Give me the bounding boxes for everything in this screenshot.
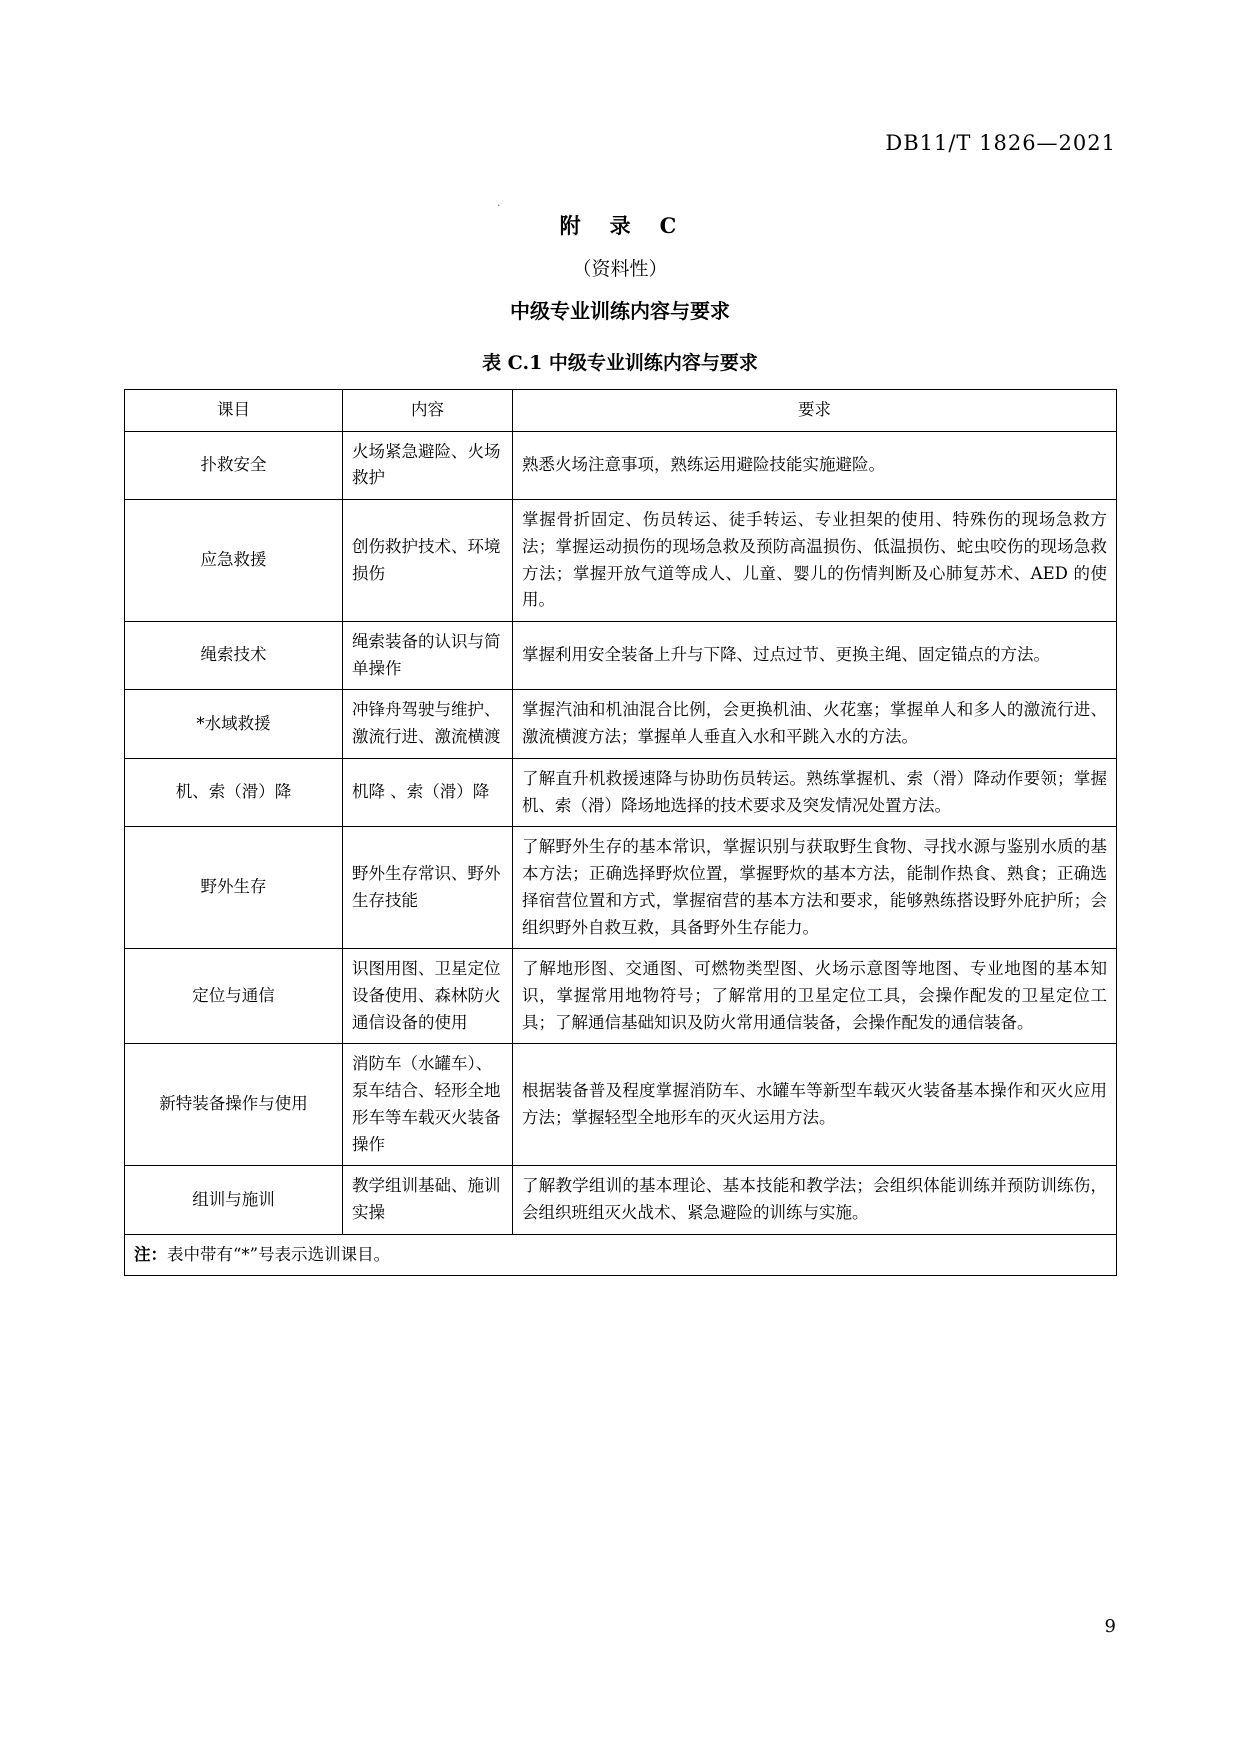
page-header-standard-number: DB11/T 1826—2021	[885, 131, 1116, 155]
cell-subject: 定位与通信	[125, 949, 343, 1044]
cell-subject: 野外生存	[125, 827, 343, 949]
cell-requirement: 了解直升机救援速降与协助伤员转运。熟练掌握机、索（滑）降动作要领；掌握机、索（滑）降场地选择的技术要求及突发情况处置方法。	[513, 758, 1117, 826]
cell-subject: 机、索（滑）降	[125, 758, 343, 826]
table-caption: 表 C.1 中级专业训练内容与要求	[482, 352, 758, 374]
cell-content: 冲锋舟驾驶与维护、激流行进、激流横渡	[343, 690, 513, 758]
table-row	[125, 500, 1117, 622]
cell-content: 识图用图、卫星定位设备使用、森林防火通信设备的使用	[343, 949, 513, 1044]
cell-requirement: 掌握利用安全装备上升与下降、过点过节、更换主绳、固定锚点的方法。	[513, 622, 1117, 690]
cell-content: 消防车（水罐车）、泵车结合、轻形全地形车等车载灭火装备操作	[343, 1044, 513, 1166]
table-row	[125, 949, 1117, 1044]
cell-requirement: 了解地形图、交通图、可燃物类型图、火场示意图等地图、专业地图的基本知识，掌握常用地物符号；了解常用的卫星定位工具，会操作配发的卫星定位工具；了解通信基础知识及防火常用通信装备，会操作配发的通信装备。	[513, 949, 1117, 1044]
table-row	[125, 827, 1117, 949]
annex-type: （资料性）	[572, 258, 668, 280]
cell-content: 绳索装备的认识与简单操作	[343, 622, 513, 690]
cell-requirement: 了解教学组训的基本理论、基本技能和教学法；会组织体能训练并预防训练伤，会组织班组灭火战术、紧急避险的训练与实施。	[513, 1166, 1117, 1234]
training-requirements-table	[124, 389, 1117, 1276]
table-row	[125, 690, 1117, 758]
table-row	[125, 758, 1117, 826]
cell-requirement: 掌握骨折固定、伤员转运、徒手转运、专业担架的使用、特殊伤的现场急救方法；掌握运动损伤的现场急救及预防高温损伤、低温损伤、蛇虫咬伤的现场急救方法；掌握开放气道等成人、儿童、婴儿的伤情判断及心肺复苏术、AED 的使用。	[513, 500, 1117, 622]
page-content	[124, 200, 1116, 1276]
table-note-row	[125, 1234, 1117, 1276]
cell-requirement: 根据装备普及程度掌握消防车、水罐车等新型车载灭火装备基本操作和灭火应用方法；掌握轻型全地形车的灭火运用方法。	[513, 1044, 1117, 1166]
table-header-row	[125, 390, 1117, 432]
page-number: 9	[1104, 1616, 1116, 1637]
table-note	[125, 1234, 1117, 1276]
cell-content: 创伤救护技术、环境损伤	[343, 500, 513, 622]
cell-subject: 绳索技术	[125, 622, 343, 690]
cell-subject: 扑救安全	[125, 431, 343, 499]
cell-subject: 新特装备操作与使用	[125, 1044, 343, 1166]
column-header-requirement: 要求	[513, 390, 1117, 432]
decorative-dot: .	[497, 196, 501, 209]
cell-content: 机降 、索（滑）降	[343, 758, 513, 826]
cell-subject: 组训与施训	[125, 1166, 343, 1234]
table-row	[125, 1166, 1117, 1234]
column-header-content: 内容	[343, 390, 513, 432]
table-row	[125, 431, 1117, 499]
cell-requirement: 熟悉火场注意事项，熟练运用避险技能实施避险。	[513, 431, 1117, 499]
cell-content: 野外生存常识、野外生存技能	[343, 827, 513, 949]
table-row	[125, 622, 1117, 690]
annex-title: 附 录 C	[559, 213, 681, 238]
table-note-label: 注：	[134, 1244, 167, 1264]
cell-content: 火场紧急避险、火场救护	[343, 431, 513, 499]
cell-content: 教学组训基础、施训实操	[343, 1166, 513, 1234]
table-row	[125, 1044, 1117, 1166]
cell-subject: 应急救援	[125, 500, 343, 622]
annex-subject: 中级专业训练内容与要求	[510, 299, 730, 323]
cell-requirement: 了解野外生存的基本常识，掌握识别与获取野生食物、寻找水源与鉴别水质的基本方法；正确选择野炊位置，掌握野炊的基本方法，能制作热食、熟食；正确选择宿营位置和方式，掌握宿营的基本方法和要求，能够熟练搭设野外庇护所；会组织野外自救互救，具备野外生存能力。	[513, 827, 1117, 949]
column-header-subject: 课目	[125, 390, 343, 432]
cell-requirement: 掌握汽油和机油混合比例，会更换机油、火花塞；掌握单人和多人的激流行进、激流横渡方法；掌握单人垂直入水和平跳入水的方法。	[513, 690, 1117, 758]
table-note-text: 表中带有“*”号表示选训课目。	[167, 1244, 391, 1264]
cell-subject: *水域救援	[125, 690, 343, 758]
